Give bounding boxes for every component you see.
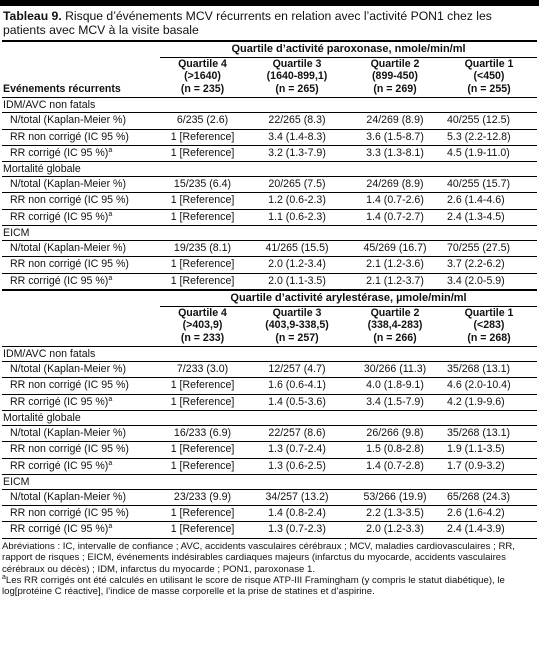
footnote-adjustment [2,575,537,598]
row-label-text: RR non corrigé (IC 95 %) [10,443,129,456]
row-label-text: RR non corrigé (IC 95 %) [10,258,129,271]
row-label-text: RR corrigé (IC 95 %) [10,210,109,223]
group-row [2,162,537,177]
table-cell: 15/235 (6.4) [160,177,245,193]
group-label: EICM [2,226,537,241]
table-cell: 30/266 (11.3) [349,362,441,378]
table-cell: 23/233 (9.9) [160,489,245,505]
row-label [2,378,160,394]
table-cell: 40/255 (15.7) [441,177,537,193]
table-cell: 1.3 (0.7-2.3) [245,522,349,538]
table-cell: 2.1 (1.2-3.7) [349,273,441,290]
row-label [2,113,160,129]
quartile-range: (>403,9) [182,319,223,332]
row-label-text: N/total (Kaplan-Meier %) [10,363,126,376]
table-cell: 1.3 (0.7-2.4) [245,442,349,458]
group-row [2,98,537,113]
table-cell: 1 [Reference] [160,378,245,394]
table-cell: 4.2 (1.9-9.6) [441,394,537,410]
results-table [2,42,537,538]
empty-cell [2,290,160,307]
group-label: EICM [2,474,537,489]
table-cell: 1.2 (0.6-2.3) [245,193,349,209]
table-cell: 20/265 (7.5) [245,177,349,193]
quartile-range: (<450) [473,70,505,83]
header-events-label [2,306,160,346]
row-label-sup: a [108,146,113,154]
row-label [2,241,160,257]
row-label-text: RR corrigé (IC 95 %) [10,146,109,159]
table-cell: 22/257 (8.6) [245,426,349,442]
table-cell: 1 [Reference] [160,394,245,410]
table-cell: 1 [Reference] [160,145,245,161]
table-cell: 26/266 (9.8) [349,426,441,442]
table-cell: 4.6 (2.0-10.4) [441,378,537,394]
table-cell: 1 [Reference] [160,273,245,290]
table-cell: 70/255 (27.5) [441,241,537,257]
quartile-n: (n = 235) [180,82,225,95]
caption-label: Tableau 9. [3,9,62,23]
table-cell: 2.0 (1.2-3.4) [245,257,349,273]
row-label [2,458,160,474]
footnotes [2,539,537,598]
table-cell: 45/269 (16.7) [349,241,441,257]
table-caption [2,9,537,37]
row-label-sup: a [108,395,113,403]
quartile-title: Quartile d’activité paroxonase, nmole/min/ml [231,43,466,55]
table-cell: 1.6 (0.6-4.1) [245,378,349,394]
row-label-sup: a [108,210,113,218]
row-label [2,193,160,209]
table-cell: 1.4 (0.7-2.8) [349,458,441,474]
table-cell: 2.6 (1.6-4.2) [441,506,537,522]
row-label-text: N/total (Kaplan-Meier %) [10,114,126,127]
header-events-label: Evénements récurrents [3,82,121,95]
table-cell: 1 [Reference] [160,193,245,209]
quartile-n: (n = 255) [467,82,511,95]
row-label [2,273,160,290]
row-label [2,489,160,505]
quartile-name: Quartile 2 [370,58,420,70]
table-row [2,241,537,257]
table-cell: 2.4 (1.4-3.9) [441,522,537,538]
table-cell: 1.4 (0.5-3.6) [245,394,349,410]
caption-text: Risque d’événements MCV récurrents en relation avec l’activité PON1 chez les patients avec MCV à la visite basale [3,9,492,37]
footnote-adjustment-text: Les RR corrigés ont été calculés en utilisant le score de risque ATP-III Framingham (y compris le statut diabétique), le log[protéine C réactive], l’indice de masse corporelle et la prise de statines et d’aspirine. [2,575,505,598]
quartile-header [160,58,245,98]
row-label-text: RR non corrigé (IC 95 %) [10,194,129,207]
table-cell: 1 [Reference] [160,442,245,458]
quartile-name: Quartile 3 [272,306,322,319]
table-cell: 41/265 (15.5) [245,241,349,257]
table-cell: 5.3 (2.2-12.8) [441,129,537,145]
table-cell: 1.4 (0.8-2.4) [245,506,349,522]
table-cell: 3.4 (1.5-7.9) [349,394,441,410]
quartile-header [349,306,441,346]
row-label [2,145,160,161]
table-cell: 1.3 (0.6-2.5) [245,458,349,474]
quartile-range: (403,9-338,5) [265,319,329,332]
footnote-mark: a [2,574,6,581]
empty-cell [2,42,160,58]
table-cell: 16/233 (6.9) [160,426,245,442]
row-label [2,522,160,538]
quartile-n: (n = 233) [180,331,225,344]
table-cell: 1 [Reference] [160,209,245,225]
table-row [2,145,537,161]
table-cell: 12/257 (4.7) [245,362,349,378]
row-label-text: RR non corrigé (IC 95 %) [10,379,129,392]
table-cell: 1 [Reference] [160,506,245,522]
quartile-range: (>1640) [184,70,221,83]
table-cell: 35/268 (13.1) [441,426,537,442]
table-cell: 2.1 (1.2-3.6) [349,257,441,273]
table-row [2,442,537,458]
quartile-header [245,58,349,98]
table-cell: 1.1 (0.6-2.3) [245,209,349,225]
table-cell: 1 [Reference] [160,257,245,273]
group-label: IDM/AVC non fatals [2,347,537,362]
row-label [2,129,160,145]
table-cell: 1.9 (1.1-3.5) [441,442,537,458]
top-bar [0,0,539,6]
quartile-name: Quartile 1 [464,306,514,319]
table-cell: 1.4 (0.7-2.7) [349,209,441,225]
row-label [2,177,160,193]
table-cell: 2.0 (1.1-3.5) [245,273,349,290]
table-row [2,522,537,538]
quartile-title-row [2,290,537,307]
table-row [2,489,537,505]
table-cell: 3.4 (1.4-8.3) [245,129,349,145]
quartile-name: Quartile 4 [178,58,227,70]
quartile-name: Quartile 4 [178,306,227,319]
table-cell: 1 [Reference] [160,129,245,145]
table-cell: 6/235 (2.6) [160,113,245,129]
table-row [2,426,537,442]
table-cell: 1.5 (0.8-2.8) [349,442,441,458]
quartile-n: (n = 269) [373,82,417,95]
table-cell: 2.6 (1.4-4.6) [441,193,537,209]
row-label-text: RR corrigé (IC 95 %) [10,459,109,472]
quartile-name: Quartile 3 [272,58,322,70]
row-label [2,426,160,442]
quartile-name: Quartile 1 [464,58,514,70]
row-label-sup: a [108,459,113,467]
group-row [2,226,537,241]
quartile-range: (<283) [473,319,505,332]
table-cell: 34/257 (13.2) [245,489,349,505]
table-cell: 1.7 (0.9-3.2) [441,458,537,474]
table-cell: 3.4 (2.0-5.9) [441,273,537,290]
table-row [2,273,537,290]
table-row [2,362,537,378]
quartile-header [245,306,349,346]
quartile-header [160,306,245,346]
row-label-text: RR corrigé (IC 95 %) [10,523,109,536]
table-row [2,129,537,145]
quartile-title: Quartile d’activité arylestérase, µmole/min/ml [160,290,537,307]
quartile-title-row [2,42,537,58]
table-cell: 3.3 (1.3-8.1) [349,145,441,161]
row-label-text: RR non corrigé (IC 95 %) [10,130,129,143]
footnote-abbreviations: Abréviations : IC, intervalle de confiance ; AVC, accidents vasculaires cérébraux ; MCV, maladies cardiovasculaires ; RR, rapport de risques ; EICM, événements indésirables cardiaques majeurs (infarctus du myocarde, accidents vasculaires cérébraux ou décès) ; IDM, infarctus du myocarde ; PON1, paroxonase 1. [2,540,515,575]
table-cell: 3.2 (1.3-7.9) [245,145,349,161]
table-row [2,177,537,193]
table-cell: 2.2 (1.3-3.5) [349,506,441,522]
table-cell: 7/233 (3.0) [160,362,245,378]
table-cell: 35/268 (13.1) [441,362,537,378]
table-cell: 2.0 (1.2-3.3) [349,522,441,538]
row-label [2,394,160,410]
quartile-header-row [2,306,537,346]
quartile-n: (n = 257) [275,331,319,344]
table-row [2,506,537,522]
row-label [2,209,160,225]
row-label [2,442,160,458]
table-cell: 24/269 (8.9) [349,113,441,129]
group-row [2,474,537,489]
table-cell: 1 [Reference] [160,522,245,538]
row-label [2,506,160,522]
quartile-header [441,58,537,98]
row-label-sup: a [108,274,113,282]
table-cell: 1 [Reference] [160,458,245,474]
table-cell: 40/255 (12.5) [441,113,537,129]
quartile-name: Quartile 2 [370,306,420,319]
quartile-header-row [2,58,537,98]
table-row [2,394,537,410]
table-row [2,458,537,474]
row-label [2,257,160,273]
row-label-text: N/total (Kaplan-Meier %) [10,490,126,503]
table-row [2,209,537,225]
row-label-text: RR corrigé (IC 95 %) [10,395,109,408]
quartile-n: (n = 265) [275,82,319,95]
table-cell: 53/266 (19.9) [349,489,441,505]
quartile-header [441,306,537,346]
row-label-sup: a [108,523,113,531]
row-label-text: N/total (Kaplan-Meier %) [10,242,126,254]
table-row [2,257,537,273]
table-cell: 4.0 (1.8-9.1) [349,378,441,394]
table-row [2,193,537,209]
row-label [2,362,160,378]
row-label-text: RR corrigé (IC 95 %) [10,274,109,287]
quartile-range: (338,4-283) [367,319,423,332]
table-cell: 3.7 (2.2-6.2) [441,257,537,273]
table-cell: 1.4 (0.7-2.6) [349,193,441,209]
table-cell: 65/268 (24.3) [441,489,537,505]
table-cell: 3.6 (1.5-8.7) [349,129,441,145]
row-label-text: N/total (Kaplan-Meier %) [10,427,126,439]
quartile-n: (n = 268) [467,331,511,344]
table-cell: 19/235 (8.1) [160,241,245,257]
quartile-range: (1640-899,1) [266,70,328,83]
group-label: Mortalité globale [2,162,537,177]
quartile-range: (899-450) [372,70,418,83]
quartile-n: (n = 266) [373,331,417,344]
table-cell: 4.5 (1.9-11.0) [441,145,537,161]
table-cell: 2.4 (1.3-4.5) [441,209,537,225]
table-row [2,378,537,394]
row-label-text: RR non corrigé (IC 95 %) [10,507,129,520]
table-cell: 24/269 (8.9) [349,177,441,193]
group-label: Mortalité globale [2,411,537,426]
group-label: IDM/AVC non fatals [2,98,537,113]
row-label-text: N/total (Kaplan-Meier %) [10,178,126,191]
table-cell: 22/265 (8.3) [245,113,349,129]
group-row [2,347,537,362]
group-row [2,411,537,426]
table-row [2,113,537,129]
quartile-header [349,58,441,98]
